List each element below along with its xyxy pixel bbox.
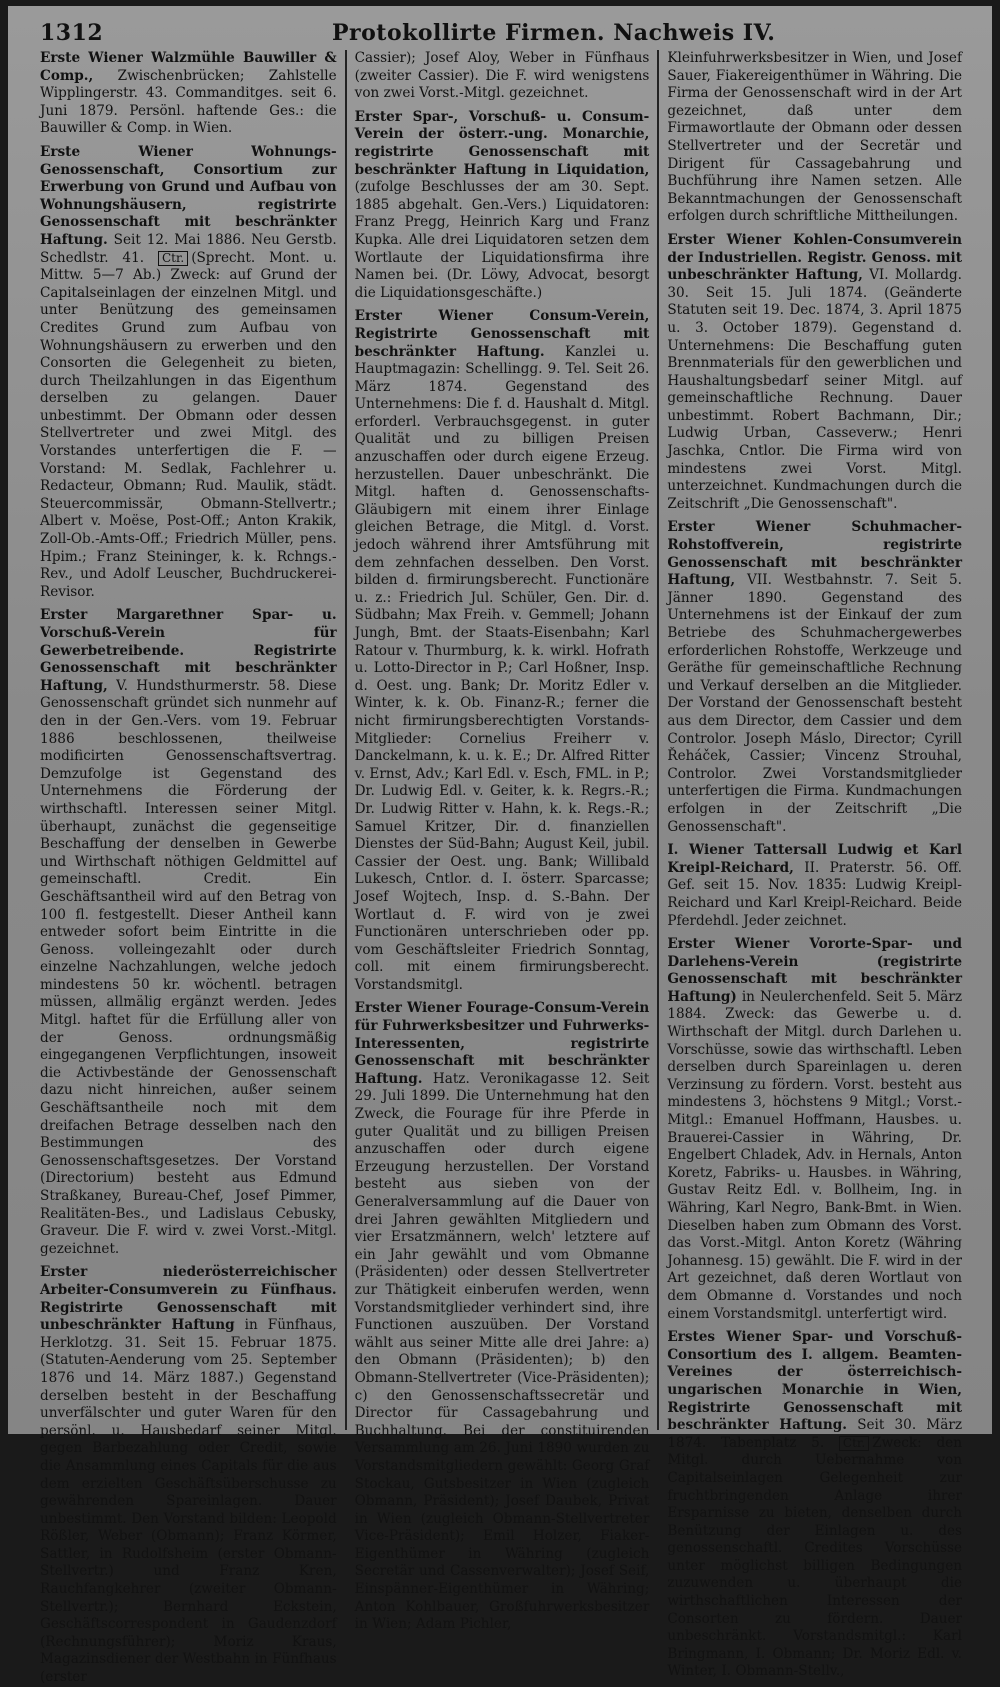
firm-entry: [667, 1329, 962, 1681]
firm-entry: [667, 232, 962, 514]
column-2: [345, 50, 658, 1633]
firm-name: I. Wiener Tattersall Ludwig et Karl Kreipl-Reichard,: [667, 842, 962, 876]
firm-name: Erster Wiener Schuhmacher-Rohstoffverein, registrirte Genossenschaft mit beschränkter Haftung,: [667, 519, 962, 589]
firm-entry: [40, 1264, 337, 1686]
firm-details: VII. Westbahnstr. 7. Seit 5. Jänner 1890. Gegenstand des Unternehmens ist der Einkauf der zum Betriebe des Schuhmachergewerbes erforderlichen Rohstoffe, Werkzeuge und Geräthe für gemeinschaftliche Rechnung und Verkauf derselben an die Mitglieder. Der Vorstand der Genossenschaft besteht aus dem Director, dem Cassier und dem Controlor. Joseph Máslo, Director; Cyrill Řeháček, Cassier; Vincenz Strouhal, Controlor. Zwei Vorstandsmitglieder unterfertigen die Firma. Kundmachungen erfolgen in der Zeitschrift „Die Genossenschaft".: [667, 572, 962, 835]
firm-details: Hatz. Veronikagasse 12. Seit 29. Juli 1899. Die Unternehmung hat den Zweck, die Fourage für ihre Pferde in guter Qualität und zu billigen Preisen anzuschaffen oder durch eigene Erzeugung herzustellen. Der Vorstand besteht aus sieben von der Generalversammlung auf die Dauer von drei Jahren gewählten Mitgliedern und vier Ersatzmännern, welch' letztere auf ein Jahr gewählt und vom Obmanne (Präsidenten) oder dessen Stellvertreter zur Thätigkeit einberufen werden, wenn Vorstandsmitglieder verhindert sind, ihre Functionen auszuüben. Der Vorstand wählt aus seiner Mitte alle drei Jahre: a) den Obmann (Präsidenten); b) den Obmann-Stellvertreter (Vice-Präsidenten); c) den Genossenschaftssecretär und Director für Cassagebahrung und Buchhaltung. Bei der constituirenden Versammlung am 26. Juni 1890 wurden zu Vorstandsmitgliedern gewählt: Georg Graf Stockau, Gutsbesitzer in Wien (zugleich Obmann, Präsident); Josef Daubek, Privat in Wien (zugleich Obmann-Stellvertreter Vice-Präsident); Emil Holzer, Fiaker-Eigenthümer in Währing (zugleich Secretär und Cassenverwalter); Josef Seif, Einspänner-Eigenthümer in Währing; Anton Kohlbauer, Großfuhrwerksbesitzer in Wien; Adam Pichler,: [354, 1070, 650, 1633]
firm-entry-continuation: [355, 50, 650, 103]
firm-details: in Neulerchenfeld. Seit 5. März 1884. Zweck: das Gewerbe u. d. Wirthschaft der Mitgl. durch Darlehen u. Vorschüsse, sowie das wirthschaftl. Leben derselben durch Spareinlagen u. deren Verzinsung zu fördern. Vorst. besteht aus mindestens 3, höchstens 9 Mitgl.; Vorst.-Mitgl.: Emanuel Hoffmann, Hausbes. u. Brauerei-Cassier in Währing, Dr. Engelbert Chladek, Adv. in Hernals, Anton Koretz, Fabriks- u. Hausbes. in Währing, Gustav Reitz Edl. v. Bollheim, Ing. in Währing, Karl Negro, Bank-Bmt. in Wien. Dieselben haben zum Obmann des Vorst. das Vorst.-Mitgl. Anton Koretz (Währing Johannesg. 15) gewählt. Die F. wird in der Art gezeichnet, daß deren Wortlaut von dem Obmanne d. Vorstandes und noch einem Vorstandsmitgl. unterfertigt wird.: [667, 988, 962, 1322]
firm-entry: [667, 842, 962, 930]
firm-name: Erster Margarethner Spar- u. Vorschuß-Verein für Gewerbetreibende. Registrirte Genossenschaft mit beschränkter Haftung,: [40, 607, 337, 694]
firm-details: Cassier); Josef Aloy, Weber in Fünfhaus (zweiter Cassier). Die F. wird wenigstens von zwei Vorst.-Mitgl. gezeichnet.: [354, 50, 650, 102]
firm-entry: [667, 519, 962, 836]
firm-details: V. Hundsthurmerstr. 58. Diese Genossenschaft gründet sich nunmehr auf den in der Gen.-Vers. vom 19. Februar 1886 beschlossenen, theilweise modificirten Genossenschaftsvertrag. Demzufolge ist Gegenstand des Unternehmens die Förderung der wirthschaftl. Interessen seiner Mitgl. überhaupt, zunächst die gegenseitige Beschaffung der denselben in Gewerbe und Wirthschaft nöthigen Geldmittel auf gemeinschaftl. Credit. Ein Geschäftsantheil wird auf den Betrag von 100 fl. festgestellt. Dieser Antheil kann entweder sofort beim Eintritte in die Genoss. volleingezahlt oder durch einzelne Nachzahlungen, welche jedoch mindestens 50 kr. wöchentl. betragen müssen, allmälig ergänzt werden. Jedes Mitgl. haftet für die Erfüllung aller von der Genoss. ordnungsmäßig eingegangenen Verpflichtungen, insoweit die Activbestände der Genossenschaft dazu nicht hinreichen, außer seinem Geschäftsantheile noch mit dem dreifachen Betrage desselben nach den Bestimmungen des Genossenschaftsgesetzes. Der Vorstand (Directorium) besteht aus Edmund Straßkaney, Bureau-Chef, Josef Pimmer, Realitäten-Bes., und Ladislaus Cebusky, Graveur. Die F. wird v. zwei Vorst.-Mitgl. gezeichnet.: [40, 677, 337, 1257]
firm-details: Seit 12. Mai 1886. Neu Gerstb. Schedlstr. 41.: [40, 231, 337, 266]
firm-name: Erster Wiener Fourage-Consum-Verein für Fuhrwerksbesitzer und Fuhrwerks-Interessenten, registrirte Genossenschaft mit beschränkter Haftung.: [354, 1000, 650, 1087]
firm-entry: [667, 936, 962, 1323]
firm-details: (zufolge Beschlusses der am 30. Sept. 1885 abgehalt. Gen.-Vers.) Liquidatoren: Franz Pregg, Heinrich Karg und Franz Kupka. Alle drei Liquidatoren setzen dem Wortlaute der Liquidationsfirma ihre Namen bei. (Dr. Löwy, Advocat, besorgt die Liquidationsgeschäfte.): [354, 179, 650, 301]
firm-entry: [355, 308, 650, 994]
firm-name: Erster Wiener Consum-Verein, Registrirte Genossenschaft mit beschränkter Haftung.: [354, 308, 650, 360]
firm-name: Erster Wiener Vororte-Spar- und Darlehens-Verein (registrirte Genossenschaft mit beschränkter Haftung): [667, 936, 962, 1005]
firm-entry: [40, 50, 337, 138]
firm-entry: [40, 144, 337, 601]
running-title: Protokollirte Firmen. Nachweis IV.: [332, 20, 776, 46]
firm-name: Erster niederösterreichischer Arbeiter-Consumverein zu Fünfhaus. Registrirte Genossenschaft mit unbeschränkter Haftung: [40, 1264, 337, 1334]
firm-details: Kanzlei u. Hauptmagazin: Schellingg. 9. Tel. Seit 26. März 1874. Gegenstand des Unternehmens: Die f. d. Haushalt d. Mitgl. erforderl. Verbrauchsgegenst. in guter Qualität und zu billigen Preisen anzuschaffen oder durch eigene Erzeug. herzustellen. Dauer unbeschränkt. Die Mitgl. haften d. Genossenschafts-Gläubigern mit einem ihrer Einlage gleichen Betrage, die Mitgl. d. Vorst. jedoch während ihrer Amtsführung mit dem zehnfachen desselben. Den Vorst. bilden d. firmirungsberecht. Functionäre u. z.: Friedrich Jul. Schüler, Gen. Dir. d. Südbahn; Max Freih. v. Gemmell; Johann Jungh, Bmt. der Staats-Eisenbahn; Karl Ratour v. Thurmburg, k. k. wirkl. Hofrath u. Lotto-Director in P.; Carl Hoßner, Insp. d. Oest. ung. Bank; Dr. Moritz Edler v. Winter, k. k. Ob. Finanz-R.; ferner die nicht firmirungsberechtigten Vorstands-Mitglieder: Cornelius Freiherr v. Danckelmann, k. u. k. E.; Dr. Alfred Ritter v. Ernst, Adv.; Karl Edl. v. Esch, FML. in P.; Dr. Ludwig Edl. v. Geiter, k. k. Regrs.-R.; Dr. Ludwig Ritter v. Hahn, k. k. Regs.-R.; Samuel Kritzer, Dir. d. finanziellen Dienstes der Süd-Bahn; August Keil, jubil. Cassier der Oest. ung. Bank; Willibald Lukesch, Cntlor. d. I. österr. Sparcasse; Josef Wojtech, Insp. d. S.-Bahn. Der Wortlaut d. F. wird von je zwei Functionären unterschrieben oder pp. vom Geschäftsleiter Friedrich Sonntag, coll. mit einem firmirungsberecht. Vorstandsmitgl.: [354, 343, 650, 993]
firm-details: II. Praterstr. 56. Off. Gef. seit 15. Nov. 1835: Ludwig Kreipl-Reichard und Karl Kreipl-Reichard. Beide Pferdehdl. Jeder zeichnet.: [667, 859, 962, 929]
column-3: [657, 50, 970, 1680]
page-number: 1312: [40, 20, 104, 46]
firm-entry: [355, 109, 650, 303]
firm-entry-continuation: [667, 50, 962, 226]
boxed-abbreviation: Ctr.: [158, 251, 188, 266]
column-1: [32, 50, 345, 1686]
firm-name: Erster Wiener Kohlen-Consumverein der Industriellen. Registr. Genoss. mit unbeschränkter Haftung,: [667, 231, 962, 284]
firm-details: Seit 30. März 1874. Tabenplatz 5.: [667, 1417, 962, 1451]
firm-details: in Fünfhaus, Herklotzg. 31. Seit 15. Februar 1875. (Statuten-Aenderung vom 25. September 1876 und 14. März 1887.) Gegenstand derselben besteht in der Beschaffung unverfälschter und guter Waren für den persönl. u. Hausbedarf seiner Mitgl. gegen Barbezahlung oder Credit, sowie die Ansammlung eines Capitals für die aus dem erzielten Geschäftsüberschusse zu gewährenden Spareinlagen. Dauer unbestimmt. Den Vorstand bilden: Leopold Rößler, Weber (Obmann); Franz Körmer, Sattler, in Rudolfsheim (erster Obmann-Stellvertr.) und Franz Kren, Rauchfangkehrer (zweiter Obmann-Stellvertr.); Bernhard Eckstein, Geschäftscorrespondent in Gaudenzdorf (Rechnungsführer); Moriz Kraus, Magazinsdiener der Westbahn in Fünfhaus (erster: [40, 1317, 337, 1686]
boxed-abbreviation: Ctr.: [839, 1436, 869, 1451]
firm-name: Erste Wiener Walzmühle Bauwiller & Comp.,: [40, 50, 337, 84]
firm-name: Erste Wiener Wohnungs-Genossenschaft, Consortium zur Erwerbung von Grund und Aufbau von Wohnungshäusern, registrirte Genossenschaft mit beschränkter Haftung.: [40, 143, 337, 248]
firm-details: Zwischenbrücken; Zahlstelle Wipplingerstr. 43. Commanditges. seit 6. Juni 1879. Persönl. haftende Ges.: die Bauwiller & Comp. in Wien.: [40, 67, 337, 137]
firm-name: Erstes Wiener Spar- und Vorschuß-Consortium des I. allgem. Beamten-Vereines der österreichisch-ungarischen Monarchie in Wien, Registrirte Genossenschaft mit beschränkter Haftung.: [667, 1329, 962, 1434]
firm-entry: [355, 1000, 650, 1633]
text-columns: [32, 50, 970, 1686]
firm-entry: [40, 607, 337, 1258]
page-header: [32, 16, 970, 50]
firm-details-continued: (Sprecht. Mont. u. Mittw. 5—7 Ab.) Zweck: auf Grund der Capitalseinlagen der einzelnen Mitgl. und unter Benützung des gemeinsamen Credites Grund zum Aufbau von Wohnungshäusern zu erwerben und den Consorten die Gelegenheit zu bieten, durch Theilzahlungen in das Eigenthum derselben zu gelangen. Dauer unbestimmt. Der Obmann oder dessen Stellvertreter und zwei Mitgl. des Vorstandes unterfertigen die F. — Vorstand: M. Sedlak, Fachlehrer u. Redacteur, Obmann; Rud. Maulik, städt. Steuercommissär, Obmann-Stellvertr.; Albert v. Moëse, Post-Off.; Anton Krakik, Zoll-Ob.-Amts-Off.; Friedrich Müller, pens. Hpim.; Franz Steininger, k. k. Rchngs.-Rev., und Adolf Leuscher, Buchdruckerei-Revisor.: [40, 249, 337, 600]
firm-name: Erster Spar-, Vorschuß- u. Consum-Verein der österr.-ung. Monarchie, registrirte Genossenschaft mit beschränkter Haftung in Liquidation,: [354, 108, 650, 178]
firm-details: VI. Mollardg. 30. Seit 15. Juli 1874. (Geänderte Statuten seit 19. Dec. 1874, 3. April 1875 u. 3. October 1879). Gegenstand d. Unternehmens: Die Beschaffung guten Brennmaterials für den gewerblichen und Haushaltungsbedarf seiner Mitgl. auf gemeinschaftliche Rechnung. Dauer unbestimmt. Robert Bachmann, Dir.; Ludwig Urban, Casseverw.; Henri Jaschka, Cntlor. Die Firma wird von mindestens zwei Vorst. Mitgl. unterzeichnet. Kundmachungen durch die Zeitschrift „Die Genossenschaft".: [667, 267, 962, 512]
firm-details-continued: Zweck: den Mitgl. durch Uebernahme von Capitalseinlagen Gelegenheit zur fruchtbringenden Anlage ihrer Ersparnisse zu bieten, denselben durch Benützung der Einlagen u. des genossenschaftl. Credites Vorschüsse unter möglichst billigen Bedingungen zuzuwenden u. überhaupt die wirthschaftlichen Interessen der Consorten zu fördern. Dauer unbeschränkt. Vorstandsmitgl.: Karl Bringmann, I. Obmann; Dr. Moriz Edl. v. Winter, I. Obmann-Stellv.,: [667, 1434, 962, 1680]
firm-details: Kleinfuhrwerksbesitzer in Wien, und Josef Sauer, Fiakereigenthümer in Währing. Die Firma der Genossenschaft wird in der Art gezeichnet, daß unter dem Firmawortlaute der Obmann oder dessen Stellvertreter und der Secretär und Dirigent für Cassagebahrung und Buchführung ihre Namen setzen. Alle Bekanntmachungen der Genossenschaft erfolgen durch schriftliche Mittheilungen.: [667, 50, 962, 225]
page: [8, 6, 992, 1686]
